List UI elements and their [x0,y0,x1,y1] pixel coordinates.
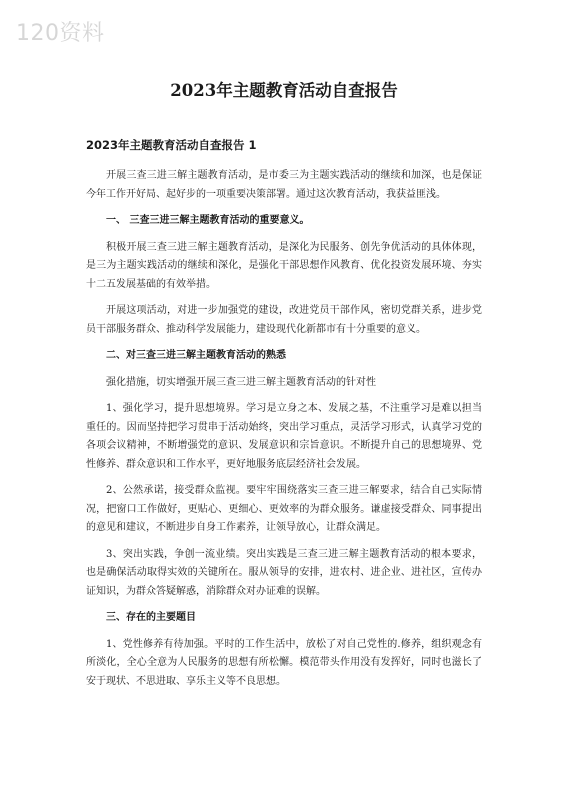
document-title: 2023年主题教育活动自查报告 [170,81,398,100]
paragraph-problem-1: 1、党性修养有待加强。平时的工作生活中，放松了对自己党性的.修养，组织观念有所淡化，全心全意为人民服务的思想有所松懈。模范带头作用没有发挥好，同时也滋长了安于现状、不思进取、享乐主义等不良思想。 [86,638,482,687]
heading-problems: 三、存在的主要题目 [106,612,196,623]
paragraph-item-3: 3、突出实践，争创一流业绩。突出实践是三查三进三解主题教育活动的根本要求，也是确保活动取得实效的关键所在。服从领导的安排，进农村、进企业、进社区，宣传办证知识，为群众答疑解惑，消除群众对办证难的误解。 [86,548,482,597]
paragraph-measures: 强化措施，切实增强开展三查三进三解主题教育活动的针对性 [106,376,376,388]
section-title: 2023年主题教育活动自查报告 1 [86,138,257,152]
document-page [86,78,482,691]
intro-paragraph: 开展三查三进三解主题教育活动，是市委三为主题实践活动的继续和加深，也是保证今年工作开好局、起好步的一项重要决策部署。通过这次教育活动，我获益匪浅。 [86,170,482,200]
heading-significance: 一、 三查三进三解主题教育活动的重要意义。 [106,215,310,226]
watermark: 120资料 [16,21,105,46]
heading-understanding: 二、对三查三进三解主题教育活动的熟悉 [106,350,286,361]
paragraph-item-1: 1、强化学习，提升思想境界。学习是立身之本、发展之基，不注重学习是难以担当重任的。因而坚持把学习贯串于活动始终，突出学习重点，灵活学习形式，认真学习党的各项会议精神，不断增强党的意识、发展意识和宗旨意识。不断提升自己的思想境界、党性修养、群众意识和工作水平，更好地服务底层经济社会发展。 [86,403,482,470]
paragraph-significance-2: 开展这项活动，对进一步加强党的建设，改进党员干部作风，密切党群关系，进步党员干部服务群众、推动科学发展能力，建设现代化新都市有十分重要的意义。 [86,305,482,335]
paragraph-significance-1: 积极开展三查三进三解主题教育活动，是深化为民服务、创先争优活动的具体体现，是三为主题实践活动的继续和深化，是强化干部思想作风教育、优化投资发展环境、夯实十二五发展基础的有效举措。 [86,241,482,290]
paragraph-item-2: 2、公然承诺，接受群众监视。要牢牢围绕落实三查三进三解要求，结合自己实际情况，把窗口工作做好，更贴心、更细心、更效率的为群众服务。谦虚接受群众、同事提出的意见和建议，不断进步自身工作素养，让领导放心，让群众满足。 [86,485,482,533]
